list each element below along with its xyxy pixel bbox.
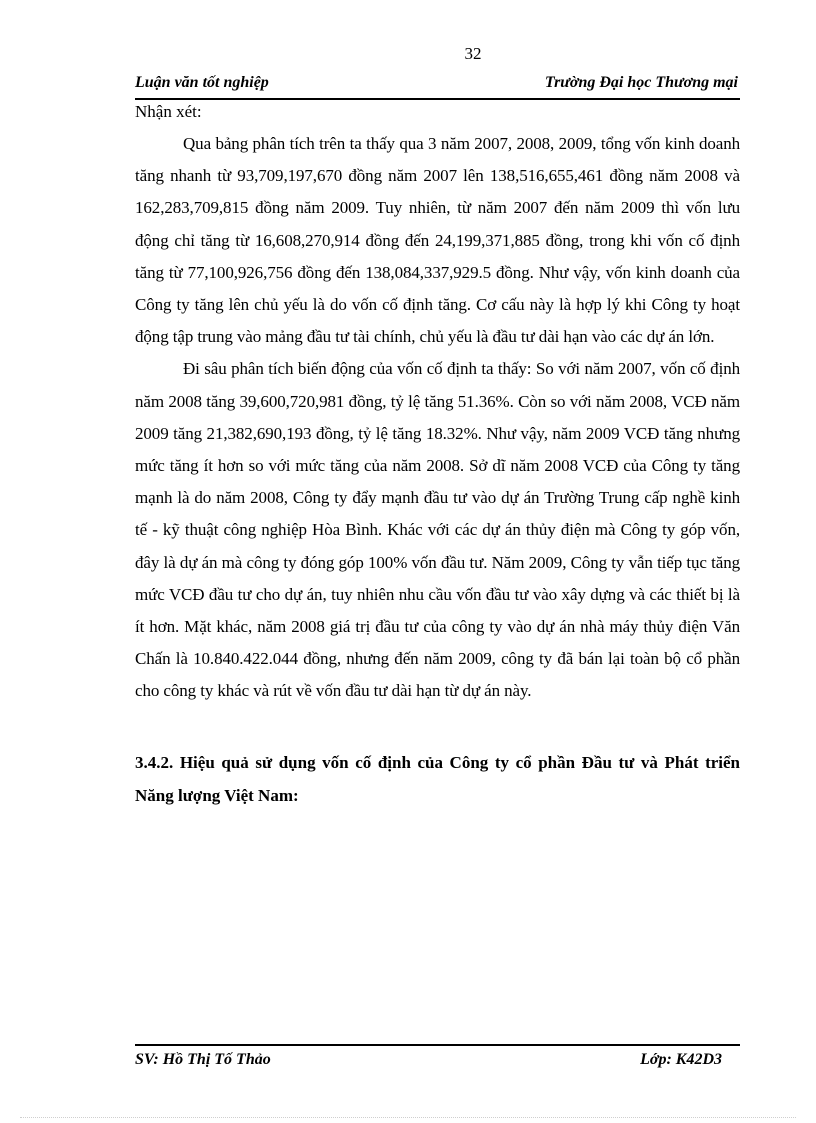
footer-class-code: Lớp: K42D3 [640, 1051, 722, 1068]
paragraph-capital-overview: Qua bảng phân tích trên ta thấy qua 3 năm 2007, 2008, 2009, tổng vốn kinh doanh tăng nhanh từ 93,709,197,670 đồng năm 2007 lên 138,516,655,461 đồng năm 2008 và 162,283,709,815 đồng năm 2009. Tuy nhiên, từ năm 2007 đến năm 2009 thì vốn lưu động chỉ tăng từ 16,608,270,914 đồng đến 24,199,371,885 đồng, trong khi vốn cố định tăng từ 77,100,926,756 đồng đến 138,084,337,929.5 đồng. Như vậy, vốn kinh doanh của Công ty tăng lên chủ yếu là do vốn cố định tăng. Cơ cấu này là hợp lý khi Công ty hoạt động tập trung vào mảng đầu tư tài chính, chủ yếu là đầu tư dài hạn vào các dự án lớn. [135, 134, 740, 347]
footer-student-name: SV: Hồ Thị Tố Thảo [135, 1051, 271, 1068]
page-body [135, 100, 740, 812]
page-number: 32 [464, 44, 482, 63]
footer-rule [135, 1044, 740, 1046]
header-university-name: Trường Đại học Thương mại [544, 74, 738, 91]
header-thesis-title: Luận văn tốt nghiệp [135, 74, 269, 91]
section-heading-3-4-2: 3.4.2. Hiệu quả sử dụng vốn cố định của Công ty cổ phần Đầu tư và Phát triển Năng lượng Việt Nam: [135, 752, 740, 805]
page-bottom-dotted-border [20, 1117, 796, 1118]
remarks-label: Nhận xét: [135, 102, 202, 121]
paragraph-fixed-capital-analysis: Đi sâu phân tích biến động của vốn cố định ta thấy: So với năm 2007, vốn cố định năm 2008 tăng 39,600,720,981 đồng, tỷ lệ tăng 51.36%. Còn so với năm 2008, VCĐ năm 2009 tăng 21,382,690,193 đồng, tỷ lệ tăng 18.32%. Như vậy, năm 2009 VCĐ tăng nhưng mức tăng ít hơn so với mức tăng của năm 2008. Sở dĩ năm 2008 VCĐ của Công ty tăng mạnh là do năm 2008, Công ty đẩy mạnh đầu tư vào dự án Trường Trung cấp nghề kinh tế - kỹ thuật công nghiệp Hòa Bình. Khác với các dự án thủy điện mà Công ty góp vốn, đây là dự án mà công ty đóng góp 100% vốn đầu tư. Năm 2009, Công ty vẫn tiếp tục tăng mức VCĐ đầu tư cho dự án, tuy nhiên nhu cầu vốn đầu tư vào xây dựng và các thiết bị là ít hơn. Mặt khác, năm 2008 giá trị đầu tư của công ty vào dự án nhà máy thủy điện Văn Chấn là 10.840.422.044 đồng, nhưng đến năm 2009, công ty đã bán lại toàn bộ cổ phần cho công ty khác và rút về vốn đầu tư dài hạn từ dự án này. [135, 359, 740, 701]
